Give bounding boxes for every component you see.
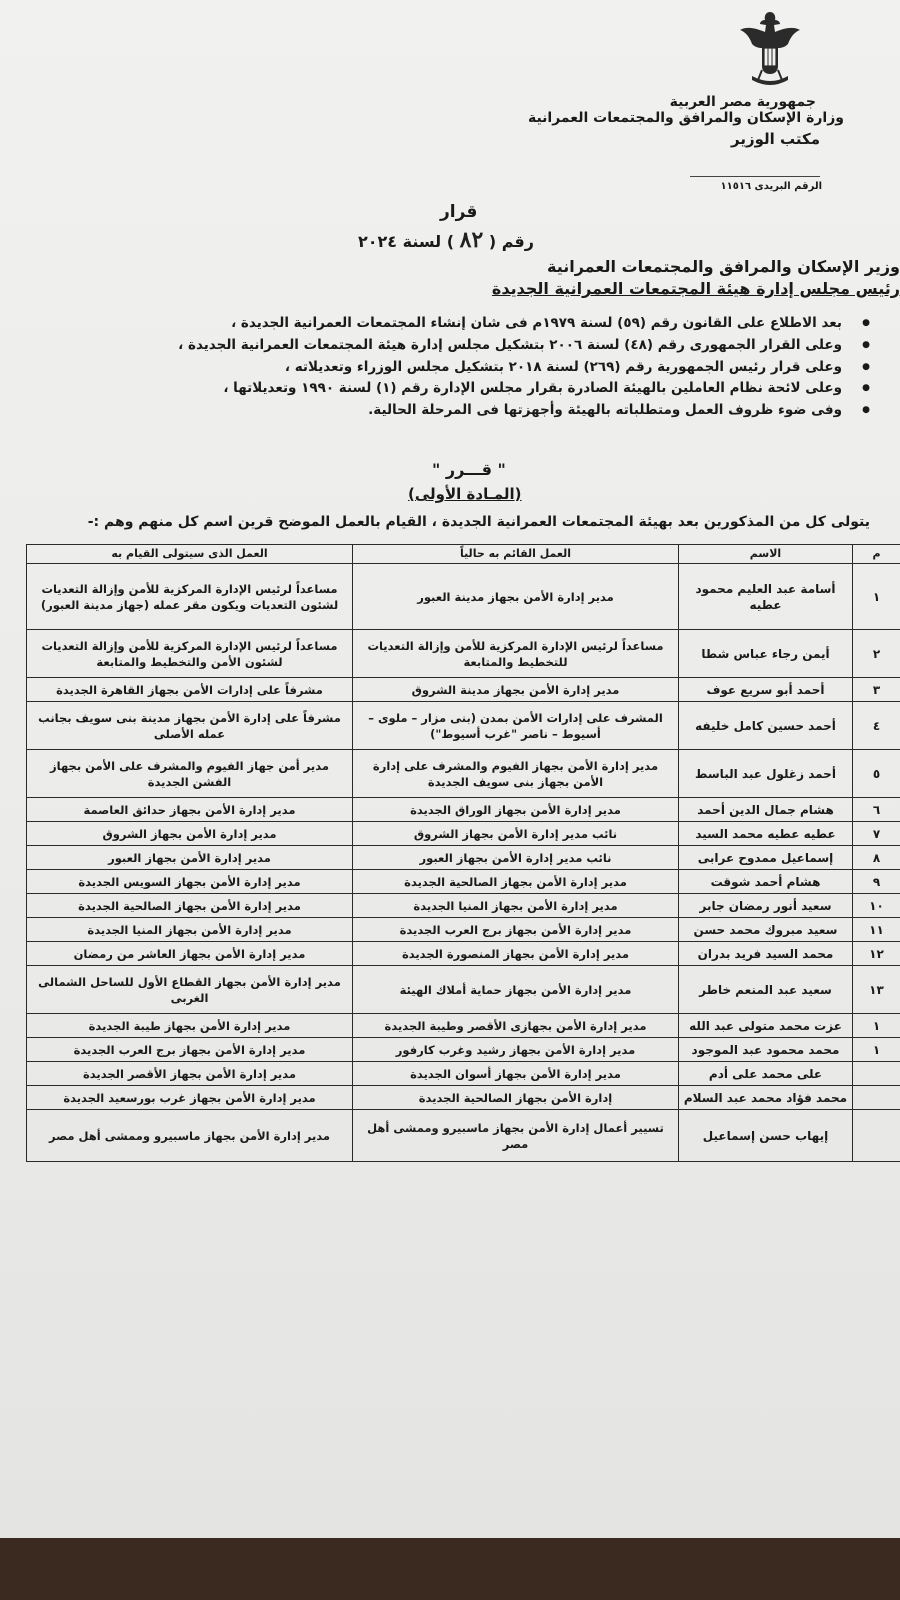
table-row (27, 918, 900, 942)
row-index: ١ (853, 1038, 900, 1062)
current-role: تسيير أعمال إدارة الأمن بجهاز ماسبيرو وممشى أهل مصر (353, 1110, 679, 1162)
row-index (853, 1110, 900, 1162)
table-body (27, 564, 900, 1162)
table-row (27, 564, 900, 630)
row-index: ١٣ (853, 966, 900, 1014)
person-name: محمد محمود عبد الموجود (679, 1038, 853, 1062)
row-index: ١ (853, 1014, 900, 1038)
recitals-list (18, 313, 878, 422)
table-row (27, 1038, 900, 1062)
current-role: مدير إدارة الأمن بجهاز برج العرب الجديدة (353, 918, 679, 942)
table-row (27, 1062, 900, 1086)
row-index: ٤ (853, 702, 900, 750)
new-role: مدير إدارة الأمن بجهاز الصالحية الجديدة (27, 894, 353, 918)
table-row (27, 846, 900, 870)
person-name: سعيد مبروك محمد حسن (679, 918, 853, 942)
row-index: ٦ (853, 798, 900, 822)
new-role: مدير إدارة الأمن بجهاز ماسبيرو وممشى أهل مصر (27, 1110, 353, 1162)
new-role: مدير إدارة الأمن بجهاز القطاع الأول للساحل الشمالى الغربى (27, 966, 353, 1014)
new-role: مدير إدارة الأمن بجهاز الشروق (27, 822, 353, 846)
table-row (27, 942, 900, 966)
current-role: مساعداً لرئيس الإدارة المركزية للأمن وإزالة التعديات للتخطيط والمتابعة (353, 630, 679, 678)
row-index: ١١ (853, 918, 900, 942)
minister-line-2: رئيس مجلس إدارة هيئة المجتمعات العمرانية الجديدة (491, 279, 900, 298)
decree-number-handwritten: ٨٢ (459, 227, 484, 253)
row-index (853, 1062, 900, 1086)
table-row (27, 1014, 900, 1038)
decree-number-suffix: ) لسنة ٢٠٢٤ (358, 232, 455, 251)
person-name: أحمد زغلول عبد الباسط (679, 750, 853, 798)
country-name: جمهورية مصر العربية (669, 94, 816, 110)
minister-line-1: وزير الإسكان والمرافق والمجتمعات العمرانية (547, 257, 900, 276)
person-name: أسامة عبد العليم محمود عطيه (679, 564, 853, 630)
recital-item: ● بعد الاطلاع على القانون رقم (٥٩) لسنة ١٩٧٩م فى شان إنشاء المجتمعات العمرانية الجديدة ، (18, 313, 878, 335)
new-role: مدير إدارة الأمن بجهاز السويس الجديدة (27, 870, 353, 894)
person-name: هشام أحمد شوقت (679, 870, 853, 894)
ministry-name: وزارة الإسكان والمرافق والمجتمعات العمرانية (527, 110, 844, 126)
new-role: مساعداً لرئيس الإدارة المركزية للأمن وإزالة التعديات لشئون الأمن والتخطيط والمتابعة (27, 630, 353, 678)
current-role: مدير إدارة الأمن بجهاز أسوان الجديدة (353, 1062, 679, 1086)
article-heading: (المـادة الأولى) (408, 485, 522, 503)
person-name: محمد فؤاد محمد عبد السلام (679, 1086, 853, 1110)
new-role: مدير إدارة الأمن بجهاز غرب بورسعيد الجديدة (27, 1086, 353, 1110)
postal-code: الرقم البريدى ١١٥١٦ (720, 181, 822, 192)
article-intro: يتولى كل من المذكورين بعد بهيئة المجتمعات العمرانية الجديدة ، القيام بالعمل الموضح قرين اسم كل منهم وهم :- (87, 514, 870, 530)
current-role: مدير إدارة الأمن بجهاز مدينة العبور (353, 564, 679, 630)
current-role: مدير إدارة الأمن بجهاز الوراق الجديدة (353, 798, 679, 822)
new-role: مشرفاً على إدارات الأمن بجهاز القاهرة الجديدة (27, 678, 353, 702)
minister-title (300, 257, 900, 298)
current-role: إدارة الأمن بجهاز الصالحية الجديدة (353, 1086, 679, 1110)
table-row (27, 1110, 900, 1162)
person-name: على محمد على أدم (679, 1062, 853, 1086)
table-row (27, 822, 900, 846)
table-header-row (27, 545, 900, 564)
person-name: أحمد حسين كامل خليفه (679, 702, 853, 750)
current-role: مدير إدارة الأمن بجهاز مدينة الشروق (353, 678, 679, 702)
row-index: ٢ (853, 630, 900, 678)
col-header-new: العمل الذى سيتولى القيام به (27, 545, 353, 564)
person-name: هشام جمال الدين أحمد (679, 798, 853, 822)
eagle-emblem-icon (738, 8, 802, 92)
decree-number-prefix: رقم ( (488, 232, 534, 251)
row-index: ٥ (853, 750, 900, 798)
person-name: أيمن رجاء عباس شطا (679, 630, 853, 678)
table-row (27, 678, 900, 702)
assignments-table (26, 544, 900, 1162)
current-role: مدير إدارة الأمن بجهازى الأقصر وطيبة الجديدة (353, 1014, 679, 1038)
recital-item: ● وعلى قرار رئيس الجمهورية رقم (٢٦٩) لسنة ٢٠١٨ بتشكيل مجلس الوزراء وتعديلاته ، (18, 357, 878, 379)
recital-item: ● وعلى لائحة نظام العاملين بالهيئة الصادرة بقرار مجلس الإدارة رقم (١) لسنة ١٩٩٠ وتعديلاتها ، (18, 378, 878, 400)
desk-background (0, 1538, 900, 1600)
letterhead (422, 94, 844, 148)
person-name: سعيد عبد المنعم خاطر (679, 966, 853, 1014)
table-row (27, 1086, 900, 1110)
current-role: مدير إدارة الأمن بجهاز المنصورة الجديدة (353, 942, 679, 966)
new-role: مشرفاً على إدارة الأمن بجهاز مدينة بنى سويف بجانب عمله الأصلى (27, 702, 353, 750)
row-index: ٧ (853, 822, 900, 846)
row-index: ٩ (853, 870, 900, 894)
row-index: ١٠ (853, 894, 900, 918)
table-row (27, 702, 900, 750)
person-name: إيهاب حسن إسماعيل (679, 1110, 853, 1162)
col-header-current: العمل القائم به حالياً (353, 545, 679, 564)
new-role: مدير إدارة الأمن بجهاز الأقصر الجديدة (27, 1062, 353, 1086)
current-role: نائب مدير إدارة الأمن بجهاز الشروق (353, 822, 679, 846)
table-row (27, 750, 900, 798)
current-role: مدير إدارة الأمن بجهاز المنيا الجديدة (353, 894, 679, 918)
recital-item: ● وفى ضوء ظروف العمل ومتطلباته بالهيئة وأجهزتها فى المرحلة الحالية. (18, 400, 878, 422)
decision-heading: " قـــرر " (432, 460, 506, 479)
col-header-name: الاسم (679, 545, 853, 564)
recital-item: ● وعلى القرار الجمهورى رقم (٤٨) لسنة ٢٠٠٦ بتشكيل مجلس إدارة هيئة المجتمعات العمرانية الجديدة ، (18, 335, 878, 357)
row-index: ٣ (853, 678, 900, 702)
new-role: مدير إدارة الأمن بجهاز طيبة الجديدة (27, 1014, 353, 1038)
new-role: مساعداً لرئيس الإدارة المركزية للأمن وإزالة التعديات لشئون التعديات ويكون مقر عمله (جهاز مدينة العبور) (27, 564, 353, 630)
new-role: مدير إدارة الأمن بجهاز المنيا الجديدة (27, 918, 353, 942)
person-name: إسماعيل ممدوح عرابى (679, 846, 853, 870)
table-row (27, 798, 900, 822)
office-name: مكتب الوزير (730, 130, 820, 148)
table-row (27, 630, 900, 678)
person-name: عطيه عطيه محمد السيد (679, 822, 853, 846)
decree-title: قرار (440, 202, 478, 222)
new-role: مدير أمن جهاز الفيوم والمشرف على الأمن بجهاز الفشن الجديدة (27, 750, 353, 798)
row-index: ٨ (853, 846, 900, 870)
new-role: مدير إدارة الأمن بجهاز حدائق العاصمة (27, 798, 353, 822)
table-row (27, 870, 900, 894)
table-row (27, 966, 900, 1014)
person-name: محمد السيد فريد بدران (679, 942, 853, 966)
row-index (853, 1086, 900, 1110)
new-role: مدير إدارة الأمن بجهاز العبور (27, 846, 353, 870)
current-role: مدير إدارة الأمن بجهاز الصالحية الجديدة (353, 870, 679, 894)
person-name: عزت محمد متولى عبد الله (679, 1014, 853, 1038)
col-header-index: م (853, 545, 900, 564)
table-row (27, 894, 900, 918)
person-name: أحمد أبو سريع عوف (679, 678, 853, 702)
new-role: مدير إدارة الأمن بجهاز العاشر من رمضان (27, 942, 353, 966)
current-role: مدير إدارة الأمن بجهاز حماية أملاك الهيئة (353, 966, 679, 1014)
person-name: سعيد أنور رمضان جابر (679, 894, 853, 918)
current-role: مدير إدارة الأمن بجهاز رشيد وغرب كارفور (353, 1038, 679, 1062)
new-role: مدير إدارة الأمن بجهاز برج العرب الجديدة (27, 1038, 353, 1062)
letterhead-divider (690, 176, 820, 177)
current-role: المشرف على إدارات الأمن بمدن (بنى مزار – ملوى – أسيوط – ناصر "غرب أسيوط") (353, 702, 679, 750)
current-role: نائب مدير إدارة الأمن بجهاز العبور (353, 846, 679, 870)
current-role: مدير إدارة الأمن بجهاز الفيوم والمشرف على إدارة الأمن بجهاز بنى سويف الجديدة (353, 750, 679, 798)
row-index: ١ (853, 564, 900, 630)
decree-number (358, 227, 534, 253)
row-index: ١٢ (853, 942, 900, 966)
